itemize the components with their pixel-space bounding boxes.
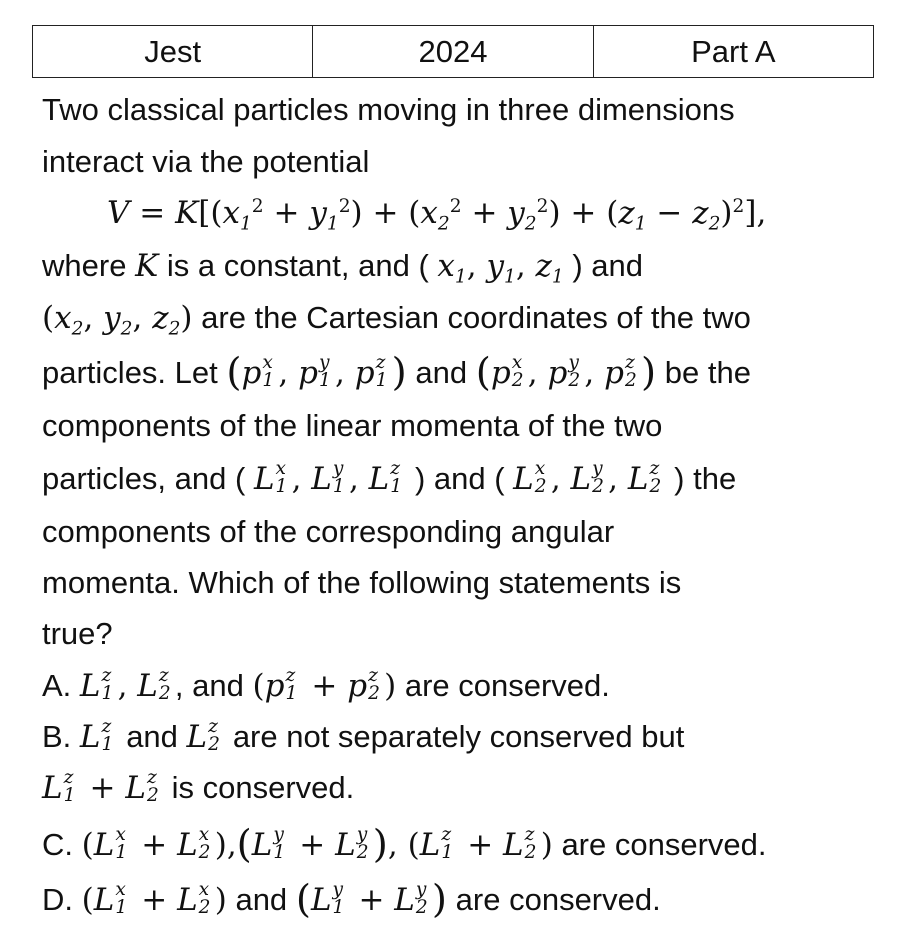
potential-equation: $V = K[(x_1^2 + y_1^2) + (x_2^2 + y_2^2) + (z_1 - z_2)^2]$, bbox=[107, 195, 767, 235]
question-line-11: true? bbox=[42, 616, 113, 651]
header-part: Part A bbox=[593, 26, 873, 78]
question-line-8: particles, and ( L x 1 , L y 1 , L z 1 ) and ( L x 2 , L y 2 , L z 2 ) the bbox=[42, 457, 737, 498]
question-line-10: momenta. Which of the following statements is bbox=[42, 565, 682, 600]
option-c: C. (L x 1 + L x 2 ),(L y 1 + L y 2 ), (L z 1 + L z 2 ) are conserved. bbox=[42, 821, 767, 867]
question-line-2: interact via the potential bbox=[42, 144, 370, 179]
option-b-line-1: B. L z 1 and L z 2 are not separately conserved but bbox=[42, 715, 685, 756]
question-line-9: components of the corresponding angular bbox=[42, 514, 615, 549]
question-line-5: ($x_2$, $y_2$, $z_2$) are the Cartesian coordinates of the two bbox=[42, 300, 751, 340]
header-year: 2024 bbox=[313, 26, 593, 78]
header-table bbox=[32, 25, 874, 78]
question-line-6: particles. Let (p x 1 , p y 1 , p z 1 ) and (p x 2 , p y 2 , p z 2 ) be the bbox=[42, 349, 751, 395]
option-b-line-2: L z 1 + L z 2 is conserved. bbox=[42, 766, 355, 807]
option-d: D. (L x 1 + L x 2 ) and (L y 1 + L y 2 ) are conserved. bbox=[42, 876, 661, 922]
question-line-1: Two classical particles moving in three dimensions bbox=[42, 92, 735, 127]
question-line-4: where K is a constant, and ( $x_1$, $y_1$, $z_1$ ) and bbox=[42, 248, 644, 288]
question-line-7: components of the linear momenta of the two bbox=[42, 408, 663, 443]
option-a: A. L z 1 , L z 2 , and (p z 1 + p z 2 ) are conserved. bbox=[42, 664, 610, 705]
header-exam: Jest bbox=[33, 26, 313, 78]
